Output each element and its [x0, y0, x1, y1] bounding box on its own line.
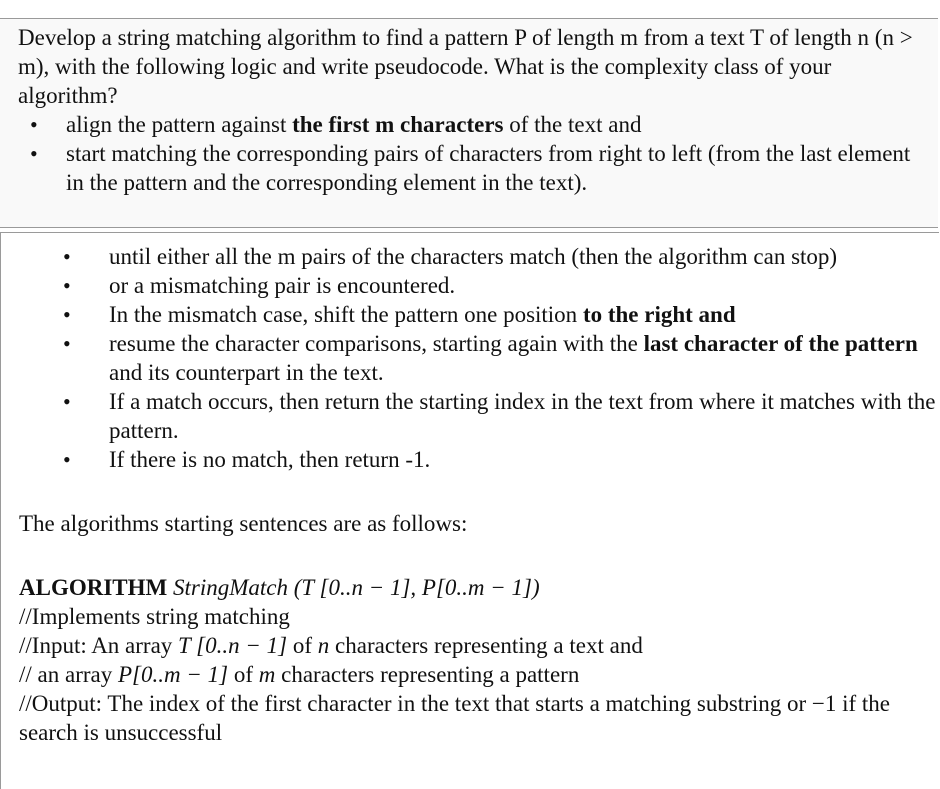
algorithm-input-line — [19, 631, 939, 660]
input-text: of — [287, 633, 318, 658]
question-box — [0, 18, 938, 228]
bullet-text: and its counterpart in the text. — [109, 360, 384, 385]
algorithm-comment: //Implements string matching — [19, 604, 290, 629]
input-text: // an array — [19, 662, 118, 687]
list-item — [63, 242, 939, 271]
question-bullets — [18, 110, 928, 197]
bullet-text: If there is no match, then return -1. — [109, 447, 431, 472]
input-text: //Input: An array — [19, 633, 179, 658]
bullet-icon: • — [30, 141, 38, 166]
bullet-icon: • — [63, 389, 71, 414]
bullet-text: align the pattern against — [66, 112, 293, 137]
bullet-emphasis: to the right and — [582, 302, 736, 327]
bullet-text: In the mismatch case, shift the pattern one position — [109, 302, 583, 327]
input-array: P[0..m − 1] — [117, 662, 229, 687]
algorithm-signature: StringMatch (T [0..n − 1], P[0..m − 1]) — [167, 575, 540, 600]
input-text: of — [228, 662, 259, 687]
list-item — [63, 387, 939, 445]
bullet-icon: • — [63, 447, 71, 472]
list-item — [18, 110, 928, 139]
continuation-bullets — [63, 242, 939, 474]
bullet-emphasis: last character of the pattern — [643, 331, 918, 356]
input-array: T [0..n − 1] — [178, 633, 288, 658]
input-text: characters representing a text and — [329, 633, 643, 658]
bullet-icon: • — [63, 273, 71, 298]
continuation-box — [0, 232, 939, 789]
bullet-icon: • — [63, 244, 71, 269]
algorithm-input-line — [19, 660, 939, 689]
bullet-text: If a match occurs, then return the starting index in the text from where it matches with the pattern. — [109, 389, 936, 443]
list-item — [63, 271, 939, 300]
list-item — [63, 445, 939, 474]
bullet-icon: • — [63, 331, 71, 356]
bullet-icon: • — [30, 112, 38, 137]
bullet-text: of the text and — [503, 112, 642, 137]
algorithm-header — [19, 573, 939, 602]
bullet-emphasis: the first m characters — [292, 112, 504, 137]
list-item — [63, 300, 939, 329]
bullet-icon: • — [63, 302, 71, 327]
input-var: n — [317, 633, 330, 658]
algorithm-output: //Output: The index of the first character in the text that starts a matching substring or −1 if the search is unsuccessful — [19, 691, 890, 745]
input-var: m — [258, 662, 276, 687]
algorithm-keyword: ALGORITHM — [19, 575, 168, 600]
bullet-text: or a mismatching pair is encountered. — [109, 273, 456, 298]
starting-sentence: The algorithms starting sentences are as follows: — [19, 511, 468, 536]
question-intro: Develop a string matching algorithm to find a pattern P of length m from a text T of length n (n > m), with the following logic and write pseudocode. What is the complexity class of your algorithm? — [18, 25, 913, 108]
input-text: characters representing a pattern — [275, 662, 580, 687]
list-item — [63, 329, 939, 387]
bullet-text: resume the character comparisons, starting again with the — [109, 331, 644, 356]
bullet-text: until either all the m pairs of the characters match (then the algorithm can stop) — [109, 244, 838, 269]
list-item — [18, 139, 928, 197]
bullet-text: start matching the corresponding pairs of characters from right to left (from the last element in the pattern and the corresponding element in the text). — [66, 141, 911, 195]
algorithm-section — [1, 474, 939, 747]
